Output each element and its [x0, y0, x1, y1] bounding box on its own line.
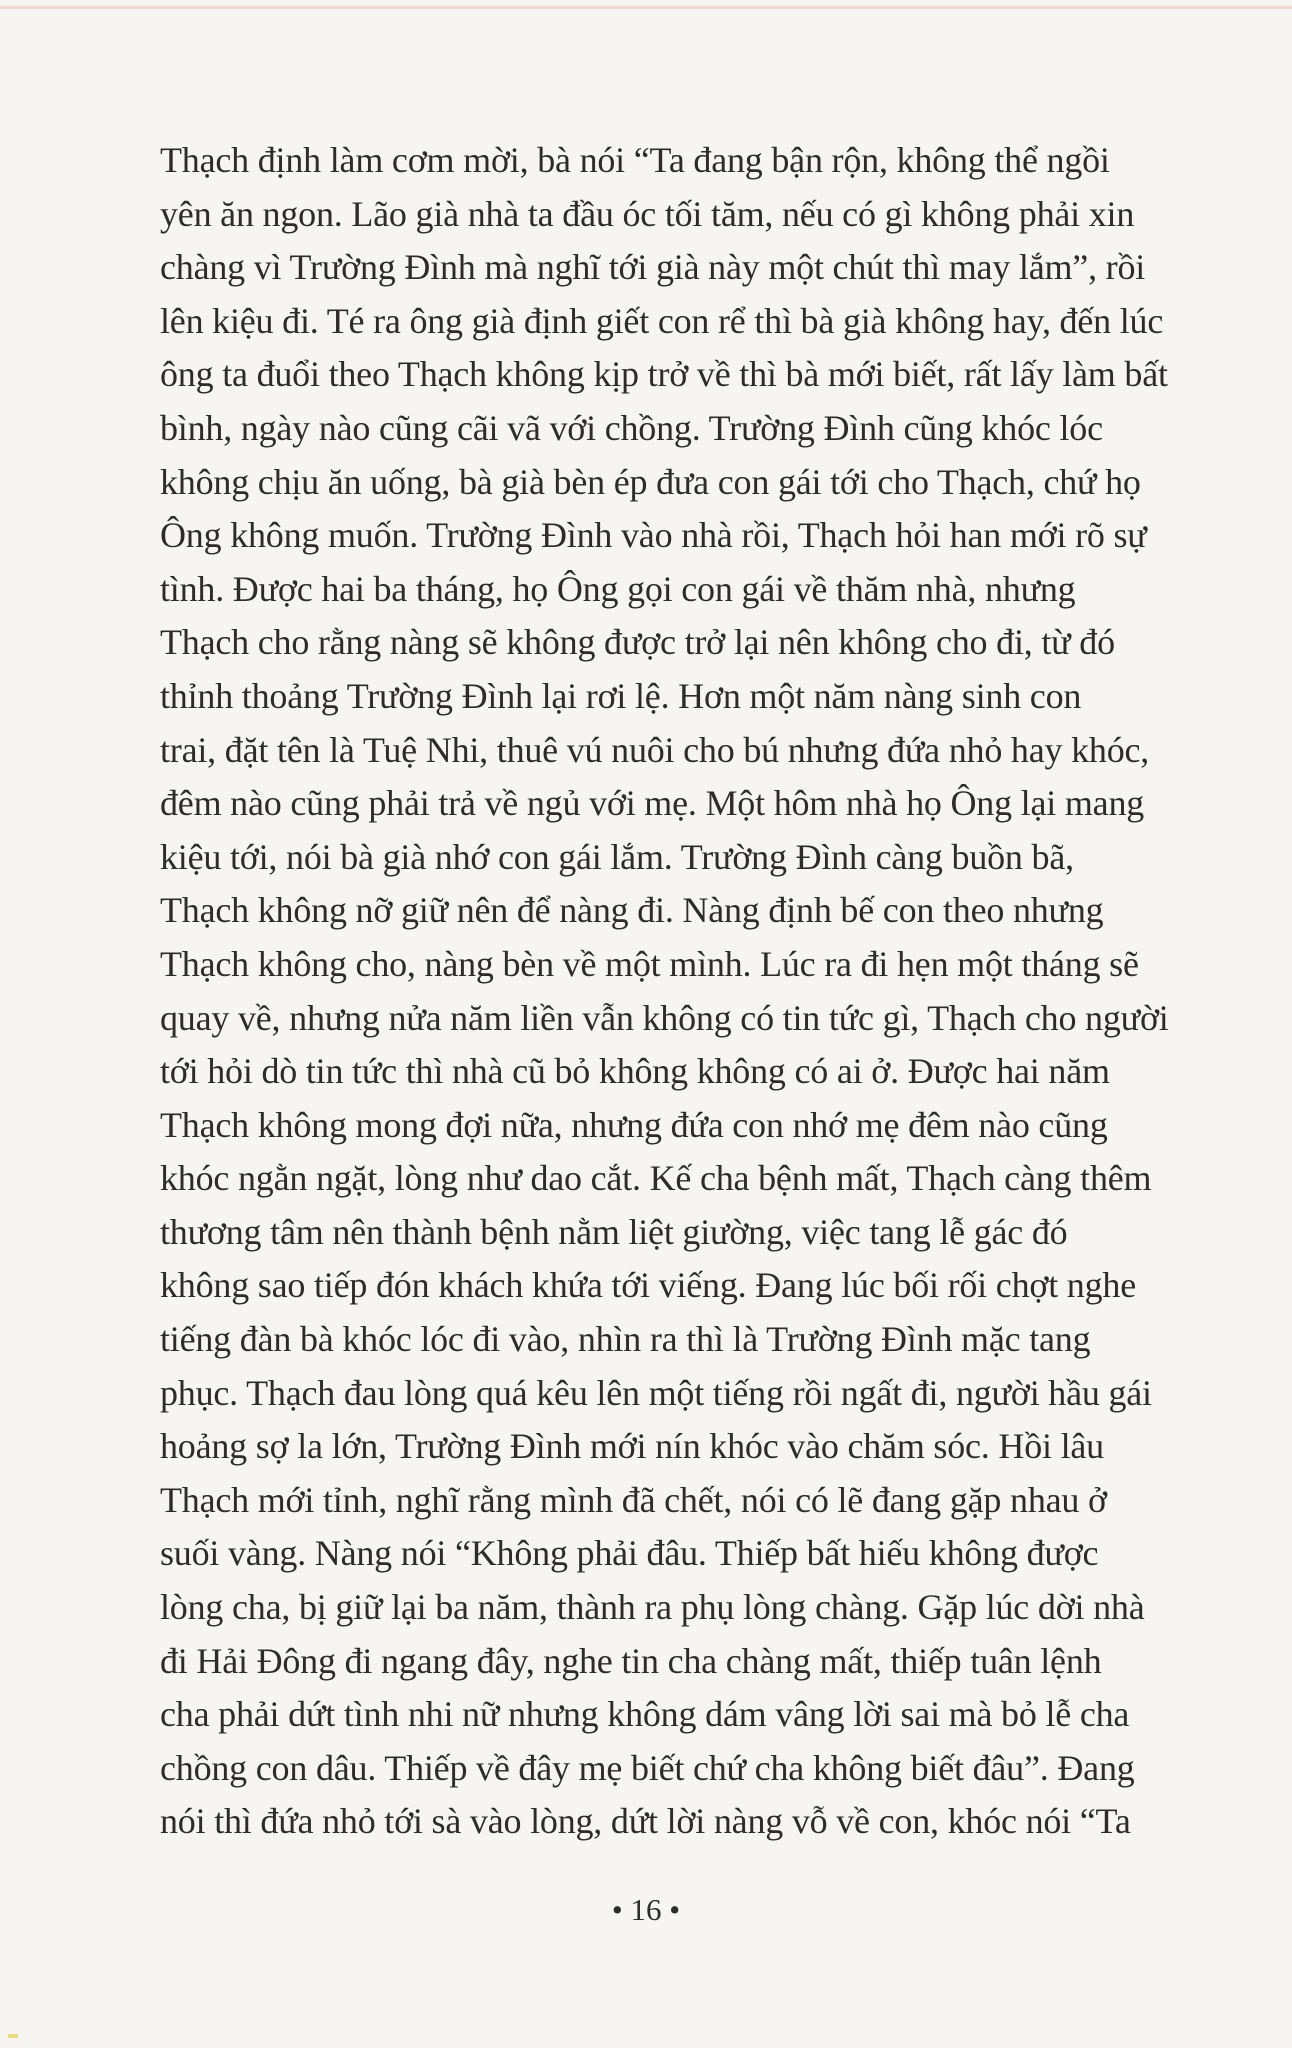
text-line: cha phải dứt tình nhi nữ nhưng không dám vâng lời sai mà bỏ lễ cha	[160, 1694, 1130, 1735]
page-number: • 16 •	[611, 1892, 681, 1927]
text-line: chàng vì Trường Đình mà nghĩ tới già này một chút thì may lắm”, rồi	[160, 247, 1146, 288]
text-line: khóc ngằn ngặt, lòng như dao cắt. Kế cha bệnh mất, Thạch càng thêm	[160, 1158, 1152, 1199]
scan-mark	[8, 2034, 18, 2038]
text-line: quay về, nhưng nửa năm liền vẫn không có tin tức gì, Thạch cho người	[160, 997, 1169, 1038]
text-line: nói thì đứa nhỏ tới sà vào lòng, dứt lời nàng vỗ về con, khóc nói “Ta	[160, 1801, 1131, 1842]
text-line: yên ăn ngon. Lão già nhà ta đầu óc tối tăm, nếu có gì không phải xin	[160, 193, 1135, 234]
text-line: không sao tiếp đón khách khứa tới viếng. Đang lúc bối rối chợt nghe	[160, 1265, 1136, 1306]
text-line: thương tâm nên thành bệnh nằm liệt giường, việc tang lễ gác đó	[160, 1211, 1068, 1252]
text-line: ông ta đuổi theo Thạch không kịp trở về thì bà mới biết, rất lấy làm bất	[160, 354, 1168, 395]
text-line: lên kiệu đi. Té ra ông già định giết con rể thì bà già không hay, đến lúc	[160, 300, 1164, 341]
text-line: Thạch mới tỉnh, nghĩ rằng mình đã chết, nói có lẽ đang gặp nhau ở	[160, 1479, 1107, 1520]
text-line: chồng con dâu. Thiếp về đây mẹ biết chứ cha không biết đâu”. Đang	[160, 1747, 1135, 1788]
text-line: tiếng đàn bà khóc lóc đi vào, nhìn ra thì là Trường Đình mặc tang	[160, 1319, 1091, 1360]
top-edge-line	[0, 6, 1292, 9]
text-line: đi Hải Đông đi ngang đây, nghe tin cha chàng mất, thiếp tuân lệnh	[160, 1640, 1102, 1681]
text-line: lòng cha, bị giữ lại ba năm, thành ra phụ lòng chàng. Gặp lúc dời nhà	[160, 1587, 1145, 1628]
text-line: kiệu tới, nói bà già nhớ con gái lắm. Trường Đình càng buồn bã,	[160, 836, 1074, 877]
text-line: Thạch không mong đợi nữa, nhưng đứa con nhớ mẹ đêm nào cũng	[160, 1104, 1108, 1145]
body-text	[160, 134, 1205, 1849]
text-line: Ông không muốn. Trường Đình vào nhà rồi, Thạch hỏi han mới rõ sự	[160, 515, 1147, 556]
text-line: Thạch không cho, nàng bèn về một mình. Lúc ra đi hẹn một tháng sẽ	[160, 943, 1139, 984]
text-line: trai, đặt tên là Tuệ Nhi, thuê vú nuôi cho bú nhưng đứa nhỏ hay khóc,	[160, 729, 1150, 770]
text-line: suối vàng. Nàng nói “Không phải đâu. Thiếp bất hiếu không được	[160, 1533, 1099, 1574]
text-line: tới hỏi dò tin tức thì nhà cũ bỏ không không có ai ở. Được hai năm	[160, 1051, 1110, 1092]
text-line: Thạch cho rằng nàng sẽ không được trở lại nên không cho đi, từ đó	[160, 622, 1115, 663]
text-line: tình. Được hai ba tháng, họ Ông gọi con gái về thăm nhà, nhưng	[160, 568, 1076, 609]
text-line: hoảng sợ la lớn, Trường Đình mới nín khóc vào chăm sóc. Hồi lâu	[160, 1426, 1104, 1467]
text-line: Thạch không nỡ giữ nên để nàng đi. Nàng định bế con theo nhưng	[160, 890, 1104, 931]
text-line: không chịu ăn uống, bà già bèn ép đưa con gái tới cho Thạch, chứ họ	[160, 461, 1141, 502]
text-line: đêm nào cũng phải trả về ngủ với mẹ. Một hôm nhà họ Ông lại mang	[160, 783, 1145, 824]
text-line: phục. Thạch đau lòng quá kêu lên một tiếng rồi ngất đi, người hầu gái	[160, 1372, 1152, 1413]
text-line: bình, ngày nào cũng cãi vã với chồng. Trường Đình cũng khóc lóc	[160, 407, 1103, 448]
text-line: Thạch định làm cơm mời, bà nói “Ta đang bận rộn, không thể ngồi	[160, 140, 1110, 180]
text-line: thỉnh thoảng Trường Đình lại rơi lệ. Hơn một năm nàng sinh con	[160, 675, 1082, 716]
